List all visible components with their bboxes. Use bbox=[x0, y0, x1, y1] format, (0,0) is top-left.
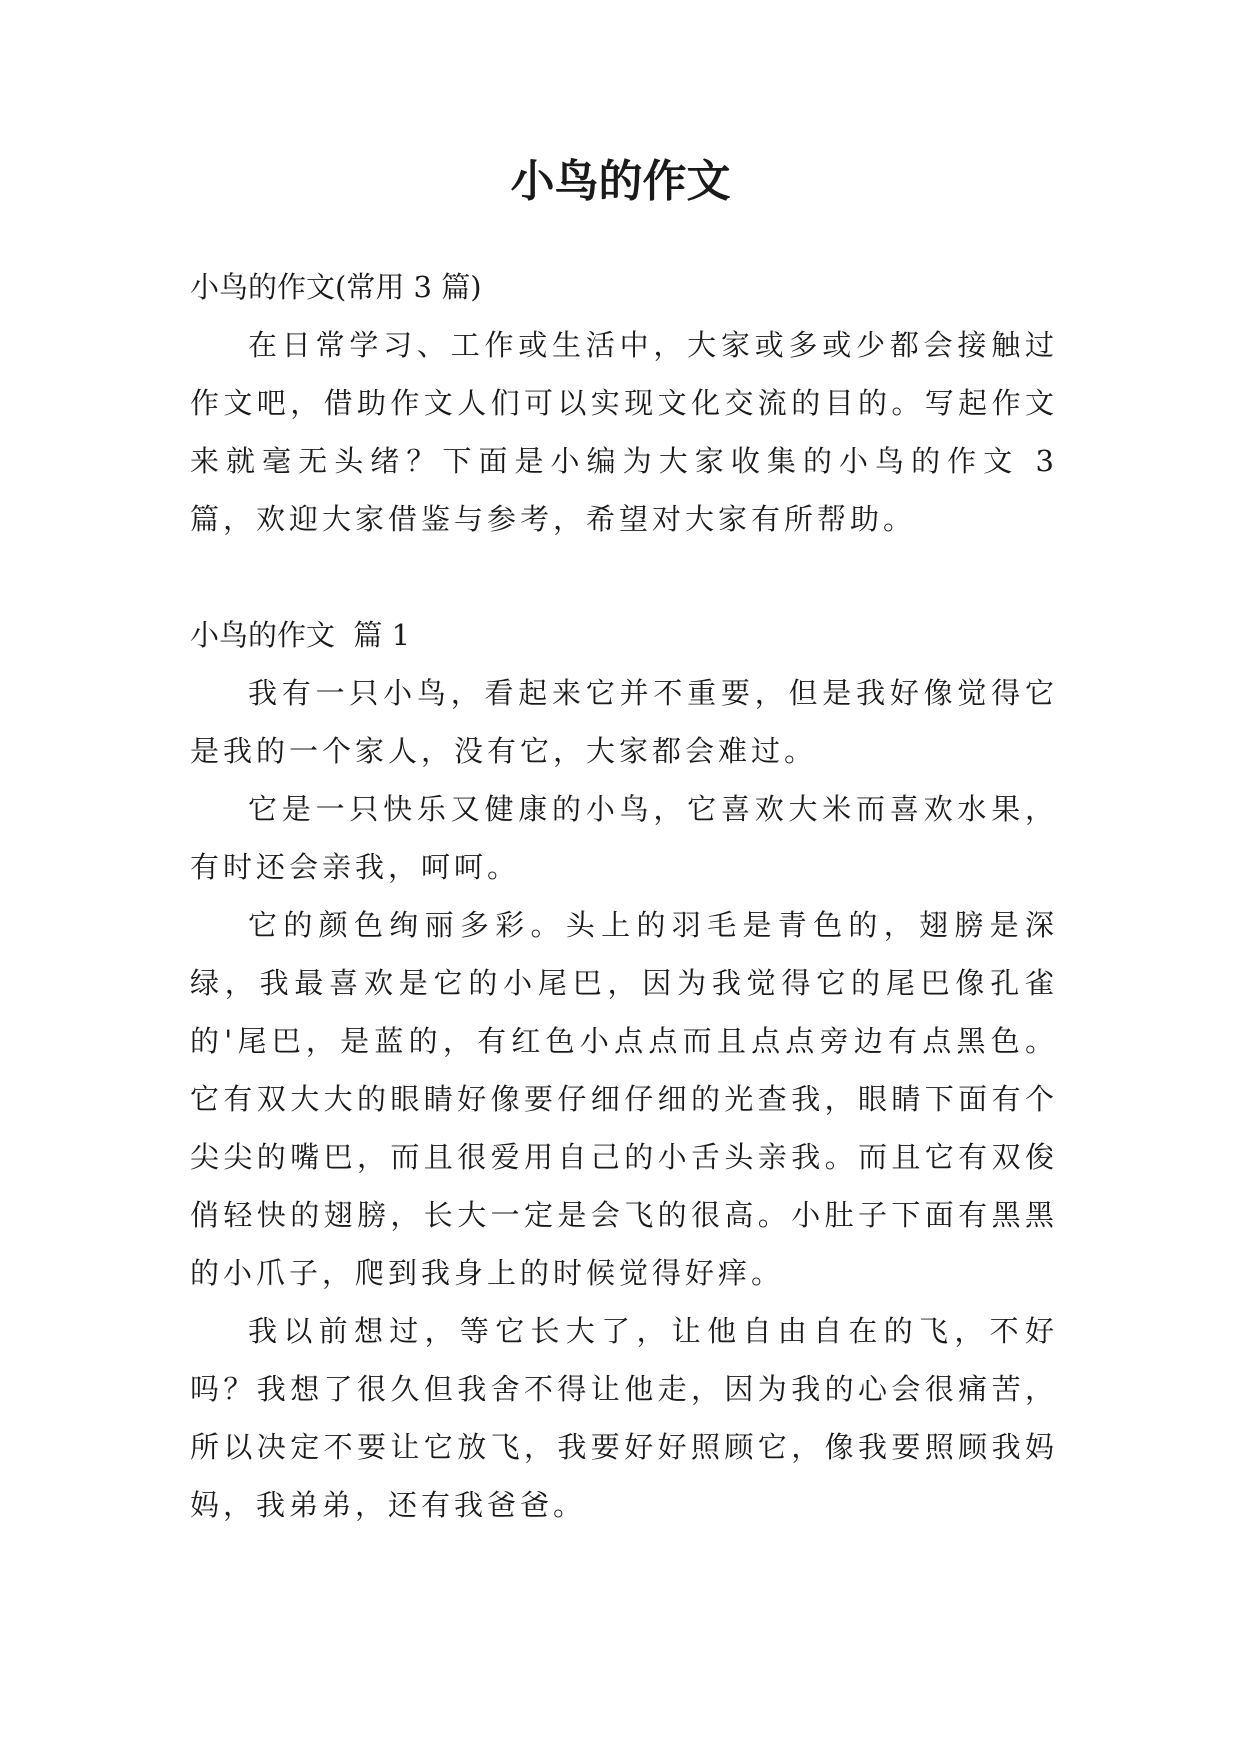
body-paragraph-2: 它是一只快乐又健康的小鸟，它喜欢大米而喜欢水果，有时还会亲我，呵呵。 bbox=[190, 792, 1058, 884]
document-body bbox=[190, 258, 1058, 1534]
section-spacer bbox=[190, 548, 1058, 606]
body-paragraph-1: 我有一只小鸟，看起来它并不重要，但是我好像觉得它是我的一个家人，没有它，大家都会难过。 bbox=[190, 676, 1058, 768]
body-paragraph-3: 它的颜色绚丽多彩。头上的羽毛是青色的，翅膀是深绿，我最喜欢是它的小尾巴，因为我觉得它的尾巴像孔雀的'尾巴，是蓝的，有红色小点点而且点点旁边有点黑色。它有双大大的眼睛好像要仔细仔细的光查我，眼睛下面有个尖尖的嘴巴，而且很爱用自己的小舌头亲我。而且它有双俊俏轻快的翅膀，长大一定是会飞的很高。小肚子下面有黑黑的小爪子，爬到我身上的时候觉得好痒。 bbox=[190, 908, 1058, 1290]
document-subtitle: 小鸟的作文(常用 3 篇) bbox=[190, 270, 482, 304]
section-heading: 小鸟的作文 篇 1 bbox=[190, 618, 411, 652]
body-paragraph-4: 我以前想过，等它长大了，让他自由自在的飞，不好吗？我想了很久但我舍不得让他走，因为我的心会很痛苦，所以决定不要让它放飞，我要好好照顾它，像我要照顾我妈妈，我弟弟，还有我爸爸。 bbox=[190, 1314, 1058, 1522]
document-title: 小鸟的作文 bbox=[510, 156, 731, 207]
intro-paragraph: 在日常学习、工作或生活中，大家或多或少都会接触过作文吧，借助作文人们可以实现文化交流的目的。写起作文来就毫无头绪？下面是小编为大家收集的小鸟的作文 3 篇，欢迎大家借鉴与参考，希望对大家有所帮助。 bbox=[190, 328, 1058, 536]
